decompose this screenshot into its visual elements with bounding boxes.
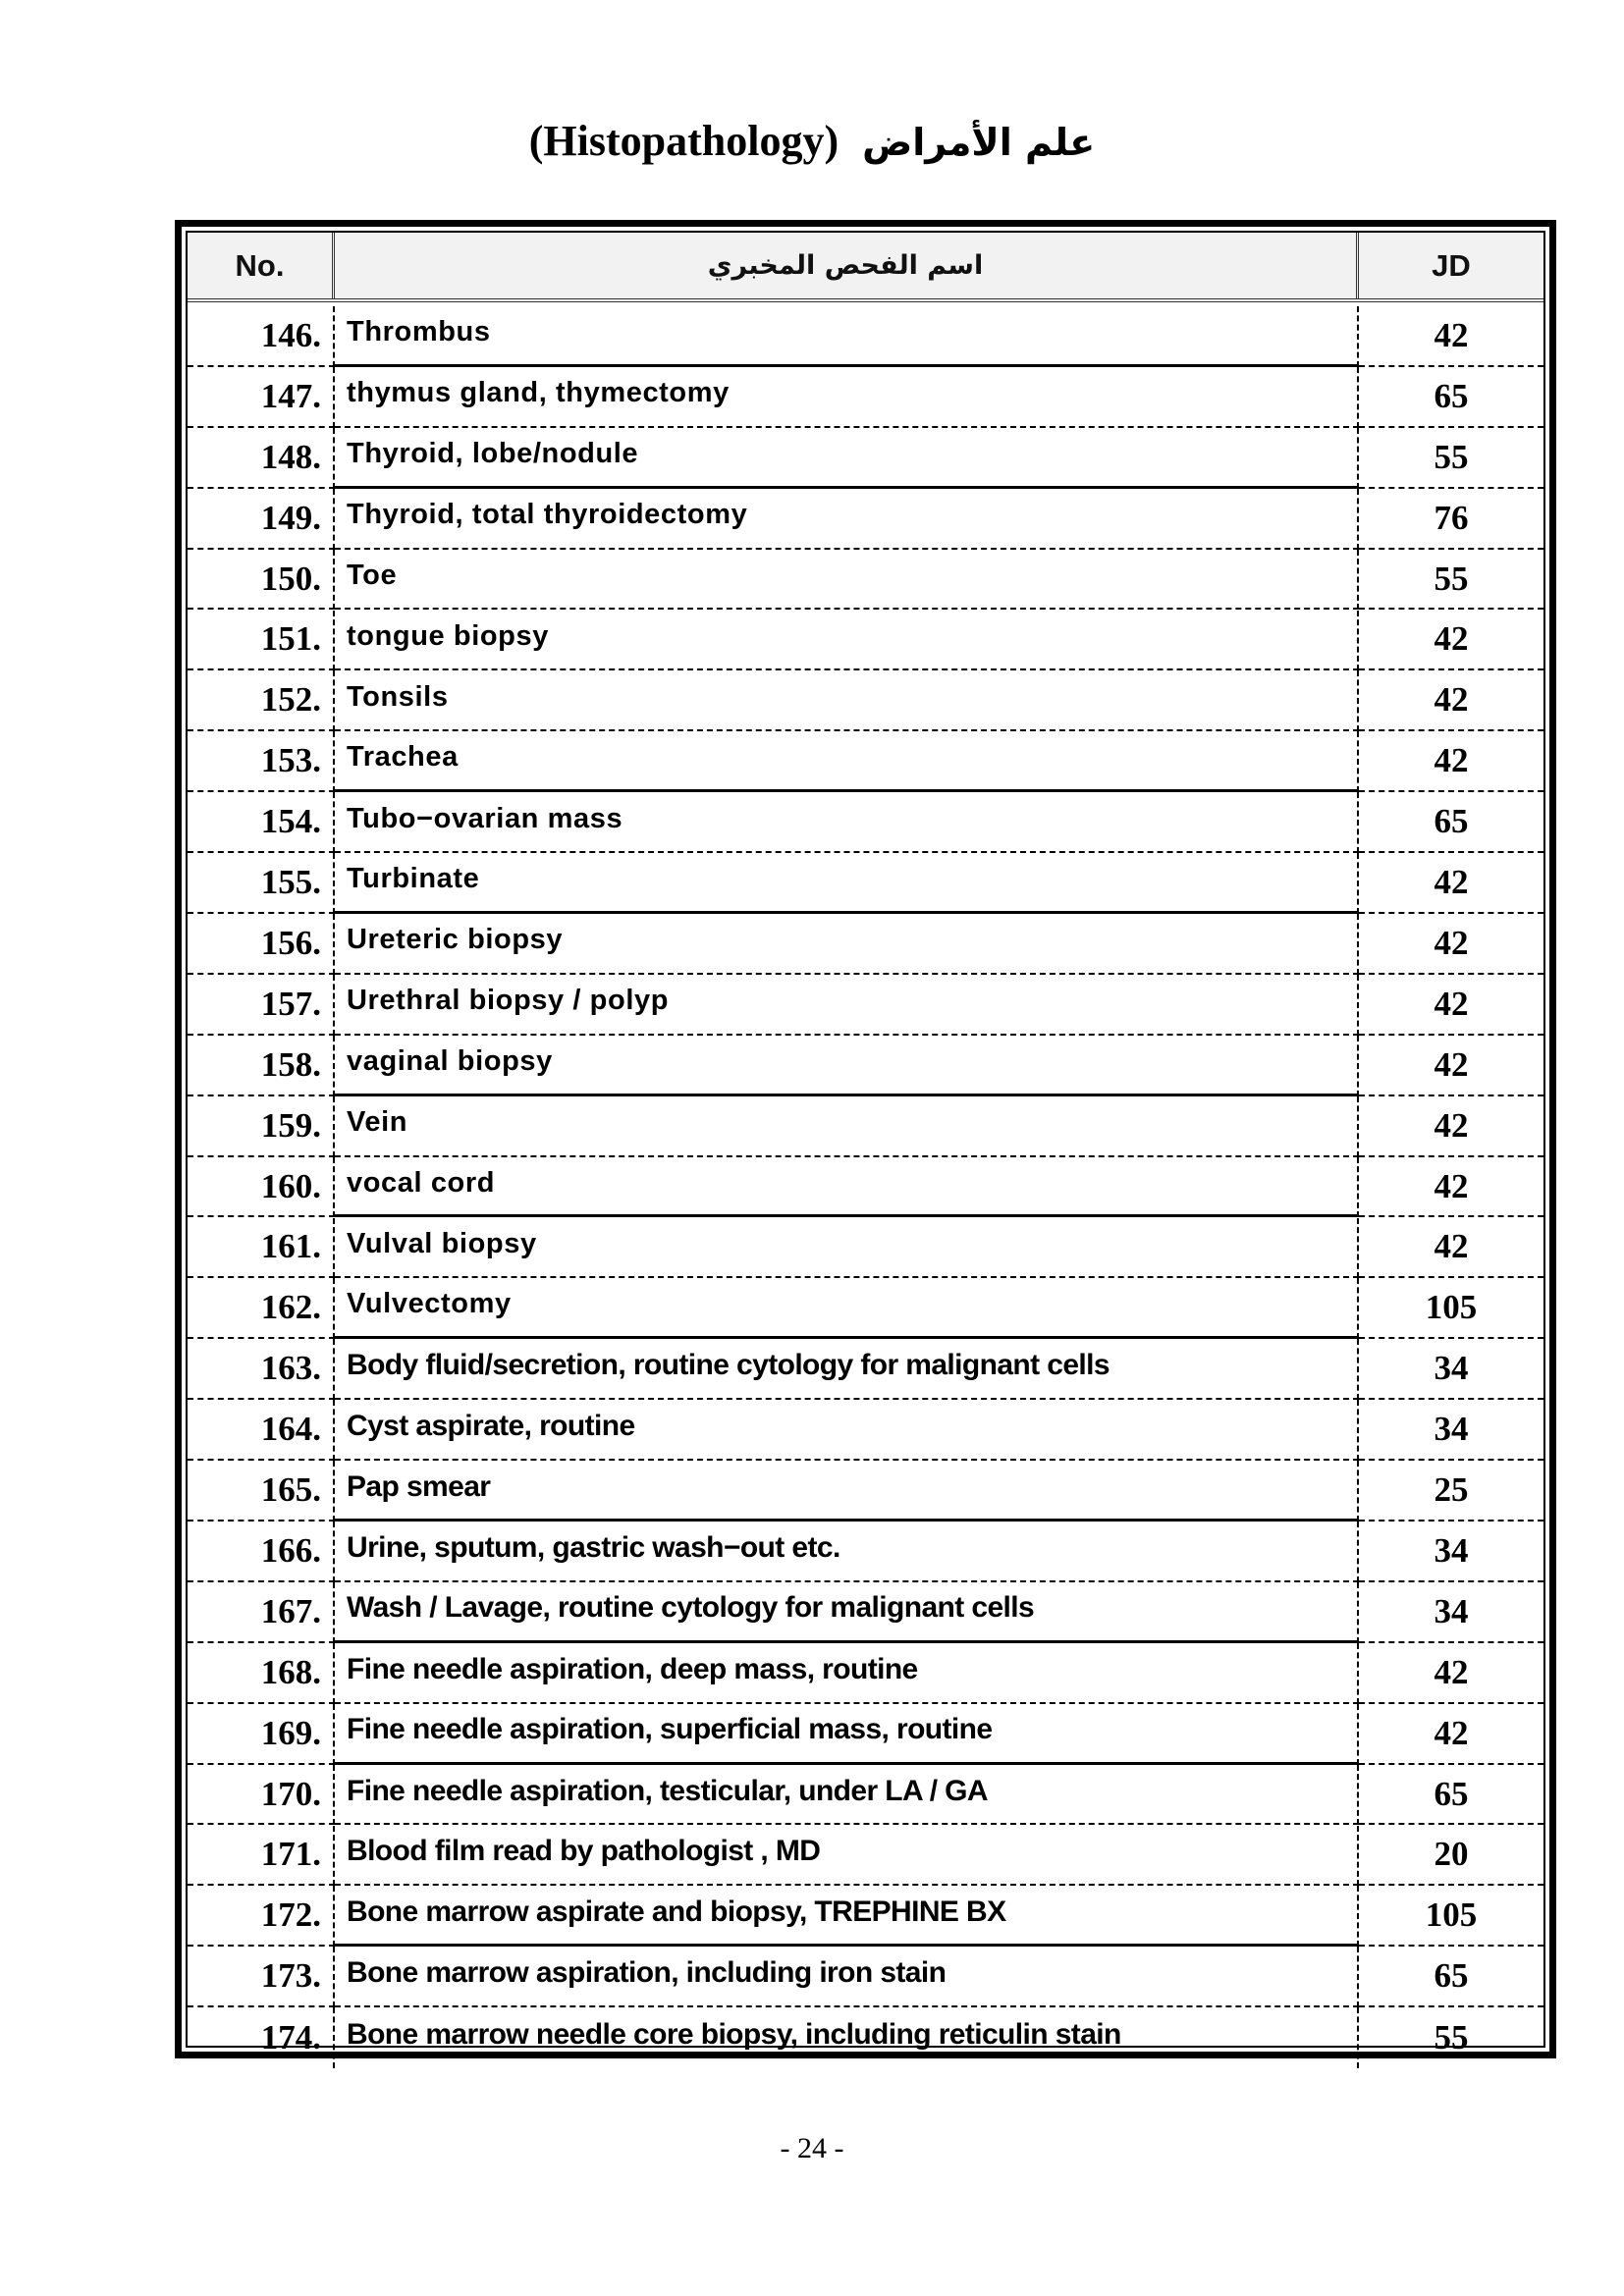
row-number: 168. <box>188 1643 335 1704</box>
header-price-jd: JD <box>1432 247 1471 283</box>
row-test-name: Vulvectomy <box>335 1278 1359 1339</box>
table-row <box>188 1582 1543 1643</box>
row-price-jd: 65 <box>1359 367 1543 428</box>
table-row <box>188 1096 1543 1157</box>
row-price-jd: 25 <box>1359 1461 1543 1522</box>
row-test-name: Thrombus <box>335 306 1359 367</box>
table-row <box>188 1036 1543 1096</box>
table-row <box>188 1826 1543 1887</box>
row-number: 169. <box>188 1704 335 1765</box>
row-test-name: Pap smear <box>335 1461 1359 1522</box>
table-header-row <box>188 233 1543 302</box>
row-number: 156. <box>188 914 335 975</box>
row-price-jd: 42 <box>1359 1036 1543 1096</box>
row-test-name: Urine, sputum, gastric wash−out etc. <box>335 1522 1359 1582</box>
row-price-jd: 42 <box>1359 306 1543 367</box>
row-price-jd: 65 <box>1359 792 1543 853</box>
row-test-name: Bone marrow needle core biopsy, including reticulin stain <box>335 2007 1359 2068</box>
row-price-jd: 42 <box>1359 670 1543 731</box>
table-row <box>188 1704 1543 1765</box>
row-number: 161. <box>188 1218 335 1279</box>
row-price-jd: 42 <box>1359 1704 1543 1765</box>
row-price-jd: 76 <box>1359 489 1543 550</box>
row-test-name: Bone marrow aspirate and biopsy, TREPHINE BX <box>335 1886 1359 1947</box>
table-row <box>188 489 1543 550</box>
row-price-jd: 65 <box>1359 1765 1543 1826</box>
row-test-name: Bone marrow aspiration, including iron stain <box>335 1947 1359 2007</box>
row-price-jd: 42 <box>1359 611 1543 671</box>
table-row <box>188 367 1543 428</box>
table-row <box>188 1461 1543 1522</box>
row-price-jd: 34 <box>1359 1400 1543 1461</box>
table-row <box>188 1339 1543 1400</box>
row-number: 173. <box>188 1947 335 2007</box>
row-test-name: Fine needle aspiration, superficial mass, routine <box>335 1704 1359 1765</box>
row-number: 163. <box>188 1339 335 1400</box>
row-test-name: Blood film read by pathologist , MD <box>335 1826 1359 1887</box>
row-number: 172. <box>188 1886 335 1947</box>
row-test-name: Toe <box>335 550 1359 611</box>
row-price-jd: 42 <box>1359 914 1543 975</box>
table-row <box>188 792 1543 853</box>
table-row <box>188 1400 1543 1461</box>
row-number: 164. <box>188 1400 335 1461</box>
price-table-inner <box>186 231 1545 2057</box>
table-row <box>188 428 1543 489</box>
table-row <box>188 1278 1543 1339</box>
table-row <box>188 1886 1543 1947</box>
row-test-name: Turbinate <box>335 853 1359 914</box>
row-price-jd: 34 <box>1359 1522 1543 1582</box>
row-number: 166. <box>188 1522 335 1582</box>
row-number: 174. <box>188 2007 335 2068</box>
table-row <box>188 2007 1543 2068</box>
row-number: 167. <box>188 1582 335 1643</box>
row-price-jd: 34 <box>1359 1339 1543 1400</box>
row-number: 148. <box>188 428 335 489</box>
row-price-jd: 42 <box>1359 1157 1543 1218</box>
row-test-name: vocal cord <box>335 1157 1359 1218</box>
row-number: 147. <box>188 367 335 428</box>
row-price-jd: 55 <box>1359 550 1543 611</box>
row-number: 165. <box>188 1461 335 1522</box>
row-test-name: Thyroid, total thyroidectomy <box>335 489 1359 550</box>
page-title-english: (Histopathology) <box>528 117 839 165</box>
row-test-name: vaginal biopsy <box>335 1036 1359 1096</box>
row-price-jd: 42 <box>1359 1218 1543 1279</box>
row-test-name: Body fluid/secretion, routine cytology for malignant cells <box>335 1339 1359 1400</box>
row-number: 160. <box>188 1157 335 1218</box>
row-price-jd: 42 <box>1359 731 1543 792</box>
row-test-name: Thyroid, lobe/nodule <box>335 428 1359 489</box>
row-test-name: Fine needle aspiration, testicular, under LA / GA <box>335 1765 1359 1826</box>
header-test-name: اسم الفحص المخبري <box>335 233 1359 298</box>
row-number: 171. <box>188 1826 335 1887</box>
page-title-arabic: علم الأمراض <box>862 121 1096 164</box>
table-row <box>188 550 1543 611</box>
table-row <box>188 1765 1543 1826</box>
row-test-name: Cyst aspirate, routine <box>335 1400 1359 1461</box>
row-test-name: Tubo−ovarian mass <box>335 792 1359 853</box>
page-title <box>0 116 1624 166</box>
row-test-name: Vulval biopsy <box>335 1218 1359 1279</box>
header-no: No. <box>188 233 335 298</box>
row-number: 153. <box>188 731 335 792</box>
row-test-name: Tonsils <box>335 670 1359 731</box>
table-row <box>188 853 1543 914</box>
table-row <box>188 1947 1543 2007</box>
row-test-name: Vein <box>335 1096 1359 1157</box>
row-price-jd: 55 <box>1434 2018 1469 2057</box>
row-test-name: Ureteric biopsy <box>335 914 1359 975</box>
row-price-jd: 42 <box>1359 853 1543 914</box>
row-price-jd: 65 <box>1359 1947 1543 2007</box>
row-test-name: Fine needle aspiration, deep mass, routine <box>335 1643 1359 1704</box>
row-test-name: thymus gland, thymectomy <box>335 367 1359 428</box>
row-price-jd: 20 <box>1359 1826 1543 1887</box>
row-number: 158. <box>188 1036 335 1096</box>
page-number: - 24 - <box>780 2132 844 2164</box>
row-number: 157. <box>188 975 335 1036</box>
table-row <box>188 914 1543 975</box>
table-row <box>188 1643 1543 1704</box>
row-price-jd: 34 <box>1359 1582 1543 1643</box>
row-number: 154. <box>188 792 335 853</box>
row-test-name: tongue biopsy <box>335 611 1359 671</box>
row-number: 151. <box>188 611 335 671</box>
table-row <box>188 1522 1543 1582</box>
row-test-name: Trachea <box>335 731 1359 792</box>
row-number: 150. <box>188 550 335 611</box>
row-number: 159. <box>188 1096 335 1157</box>
row-price-jd: 105 <box>1359 1278 1543 1339</box>
row-number: 155. <box>188 853 335 914</box>
table-row <box>188 670 1543 731</box>
table-row <box>188 1157 1543 1218</box>
row-test-name: Wash / Lavage, routine cytology for malignant cells <box>335 1582 1359 1643</box>
row-number: 162. <box>188 1278 335 1339</box>
row-price-jd: 105 <box>1359 1886 1543 1947</box>
table-row <box>188 611 1543 671</box>
table-row <box>188 1218 1543 1279</box>
row-number: 146. <box>188 306 335 367</box>
table-row <box>188 731 1543 792</box>
row-price-jd: 42 <box>1359 975 1543 1036</box>
table-row <box>188 975 1543 1036</box>
row-number: 170. <box>188 1765 335 1826</box>
price-table <box>175 220 1556 2058</box>
row-test-name: Urethral biopsy / polyp <box>335 975 1359 1036</box>
row-price-jd: 55 <box>1359 428 1543 489</box>
row-number: 152. <box>188 670 335 731</box>
row-price-jd: 42 <box>1359 1643 1543 1704</box>
row-price-jd: 42 <box>1359 1096 1543 1157</box>
table-row <box>188 306 1543 367</box>
row-number: 149. <box>188 489 335 550</box>
